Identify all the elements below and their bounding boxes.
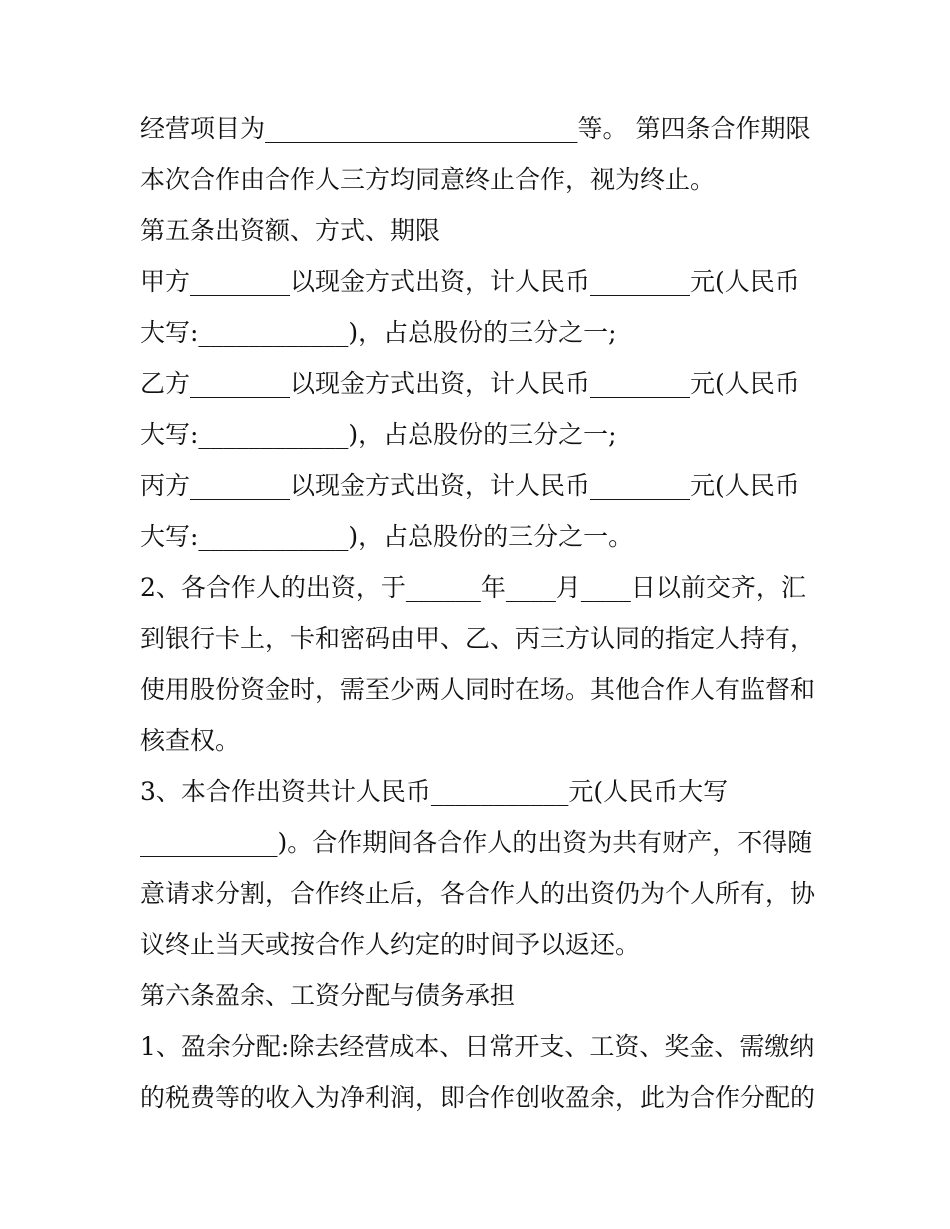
section-heading: 第五条出资额、方式、期限 bbox=[140, 216, 441, 245]
text-line: 核查权。 bbox=[140, 726, 241, 755]
text-line: 大写:____________)，占总股份的三分之一; bbox=[140, 318, 617, 347]
text-line: 经营项目为_________________________等。 第四条合作期限 bbox=[140, 114, 811, 143]
text-line: 使用股份资金时，需至少两人同时在场。其他合作人有监督和 bbox=[140, 675, 816, 704]
text-line: 大写:____________)，占总股份的三分之一; bbox=[140, 420, 617, 449]
text-line: 本次合作由合作人三方均同意终止合作，视为终止。 bbox=[140, 165, 716, 194]
text-line: 2、各合作人的出资，于______年____月____日以前交齐，汇 bbox=[140, 573, 806, 602]
text-line: 1、盈余分配:除去经营成本、日常开支、工资、奖金、需缴纳 bbox=[140, 1032, 815, 1061]
text-line: 甲方________以现金方式出资，计人民币________元(人民币 bbox=[140, 267, 800, 296]
text-line: 意请求分割，合作终止后，各合作人的出资仍为个人所有，协 bbox=[140, 879, 816, 908]
text-line: 3、本合作出资共计人民币___________元(人民币大写 bbox=[140, 777, 729, 806]
section-heading: 第六条盈余、工资分配与债务承担 bbox=[140, 981, 516, 1010]
text-line: 议终止当天或按合作人约定的时间予以返还。 bbox=[140, 930, 641, 959]
text-line: 大写:____________)，占总股份的三分之一。 bbox=[140, 522, 634, 551]
text-line: 丙方________以现金方式出资，计人民币________元(人民币 bbox=[140, 471, 800, 500]
text-line: 的税费等的收入为净利润，即合作创收盈余，此为合作分配的 bbox=[140, 1083, 816, 1112]
text-line: 到银行卡上，卡和密码由甲、乙、丙三方认同的指定人持有， bbox=[140, 624, 816, 653]
text-line: ___________)。合作期间各合作人的出资为共有财产，不得随 bbox=[140, 828, 813, 857]
text-line: 乙方________以现金方式出资，计人民币________元(人民币 bbox=[140, 369, 800, 398]
